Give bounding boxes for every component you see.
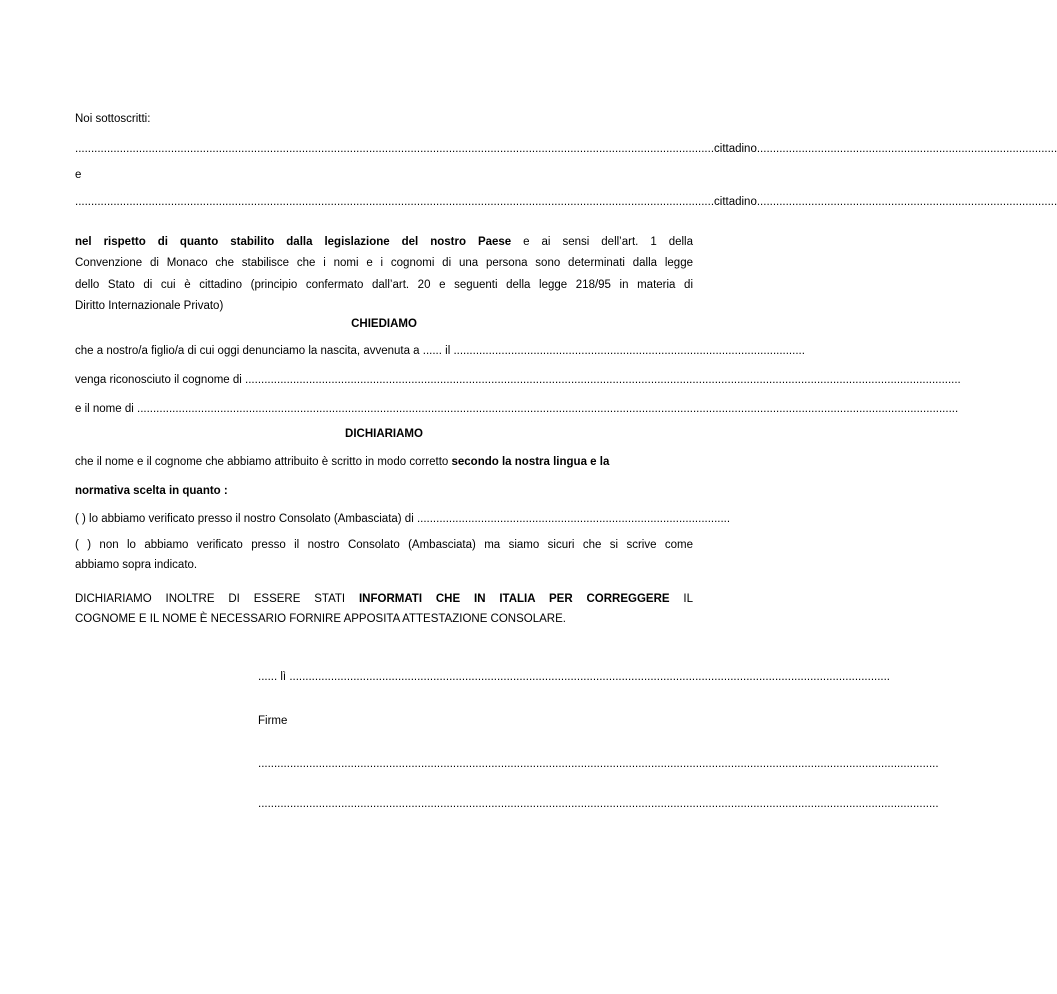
final-bold: INFORMATI CHE IN ITALIA PER CORREGGERE <box>358 593 670 605</box>
conjunction-text: e <box>75 169 82 181</box>
legal-line-2: Convenzione di Monaco che stabilisce che i nomi e i cognomi di una persona sono determinati dalla legge <box>75 257 693 269</box>
firme-label: Firme <box>258 715 288 727</box>
option-1-line <box>75 512 731 526</box>
name-line <box>75 402 959 416</box>
surname-field: ................................................................................................................................................................................................................................ <box>245 374 961 386</box>
declaration-text: che il nome e il cognome che abbiamo attribuito è scritto in modo corretto <box>75 456 452 468</box>
declaration-bold-1: secondo la nostra lingua e la <box>451 456 610 468</box>
parent-2-nationality-field: .............................................................................................. <box>756 196 1057 208</box>
parent-1-nationality-field: .............................................................................................. <box>756 143 1057 155</box>
place-date-field: ............................................................................................................................................................................................ <box>289 671 890 683</box>
legal-bold-text: nel rispetto di quanto stabilito dalla legislazione del nostro Paese <box>75 236 512 248</box>
birth-line <box>75 344 805 358</box>
declaration-line-1 <box>75 455 693 469</box>
final-post: IL <box>669 593 694 605</box>
intro-text: Noi sottoscritti: <box>75 113 151 125</box>
final-line-1 <box>75 592 693 606</box>
birth-text: che a nostro/a figlio/a di cui oggi denunciamo la nascita, avvenuta a ...... il <box>75 345 454 357</box>
birth-date-field: .............................................................................................................. <box>453 345 805 357</box>
legal-line-4: Diritto Internazionale Privato) <box>75 300 224 312</box>
parent-2-name-field: ........................................................................................................................................................................................................ <box>75 196 715 208</box>
legal-line-1-rest: e ai sensi dell’art. 1 della <box>511 236 693 248</box>
consulate-field: .................................................................................................. <box>416 513 731 525</box>
dichiariamo-heading: DICHIARIAMO <box>345 428 423 440</box>
option-1-text: ( ) lo abbiamo verificato presso il nostro Consolato (Ambasciata) di <box>75 513 417 525</box>
surname-line <box>75 373 961 387</box>
declaration-bold-2: normativa scelta in quanto : <box>75 485 228 497</box>
parent-2-line <box>75 195 1057 209</box>
place-date-prefix: ...... lì <box>258 671 290 683</box>
legal-line-3: dello Stato di cui è cittadino (principio confermato dall’art. 20 e seguenti della legge 218/95 in materia di <box>75 279 693 291</box>
final-pre: DICHIARIAMO INOLTRE DI ESSERE STATI <box>75 593 359 605</box>
legal-line-1 <box>75 235 693 249</box>
chiediamo-heading: CHIEDIAMO <box>351 318 417 330</box>
cittadino-label: cittadino <box>714 143 757 155</box>
option-2-line-1: ( ) non lo abbiamo verificato presso il nostro Consolato (Ambasciata) ma siamo sicuri che si scrive come <box>75 539 693 551</box>
parent-1-line <box>75 142 1057 156</box>
parent-1-name-field: ........................................................................................................................................................................................................ <box>75 143 715 155</box>
signature-line-2: ..................................................................................................................................................................................................................... <box>258 798 939 810</box>
cittadino-label: cittadino <box>714 196 757 208</box>
name-field: ................................................................................................................................................................................................................................................................. <box>137 403 959 415</box>
declaration-line-2 <box>75 484 693 498</box>
name-text: e il nome di <box>75 403 138 415</box>
signature-line-1: ..................................................................................................................................................................................................................... <box>258 758 939 770</box>
place-date-line <box>258 670 890 684</box>
final-line-2: COGNOME E IL NOME È NECESSARIO FORNIRE APPOSITA ATTESTAZIONE CONSOLARE. <box>75 613 566 625</box>
surname-text: venga riconosciuto il cognome di <box>75 374 246 386</box>
option-2-line-2: abbiamo sopra indicato. <box>75 559 198 571</box>
